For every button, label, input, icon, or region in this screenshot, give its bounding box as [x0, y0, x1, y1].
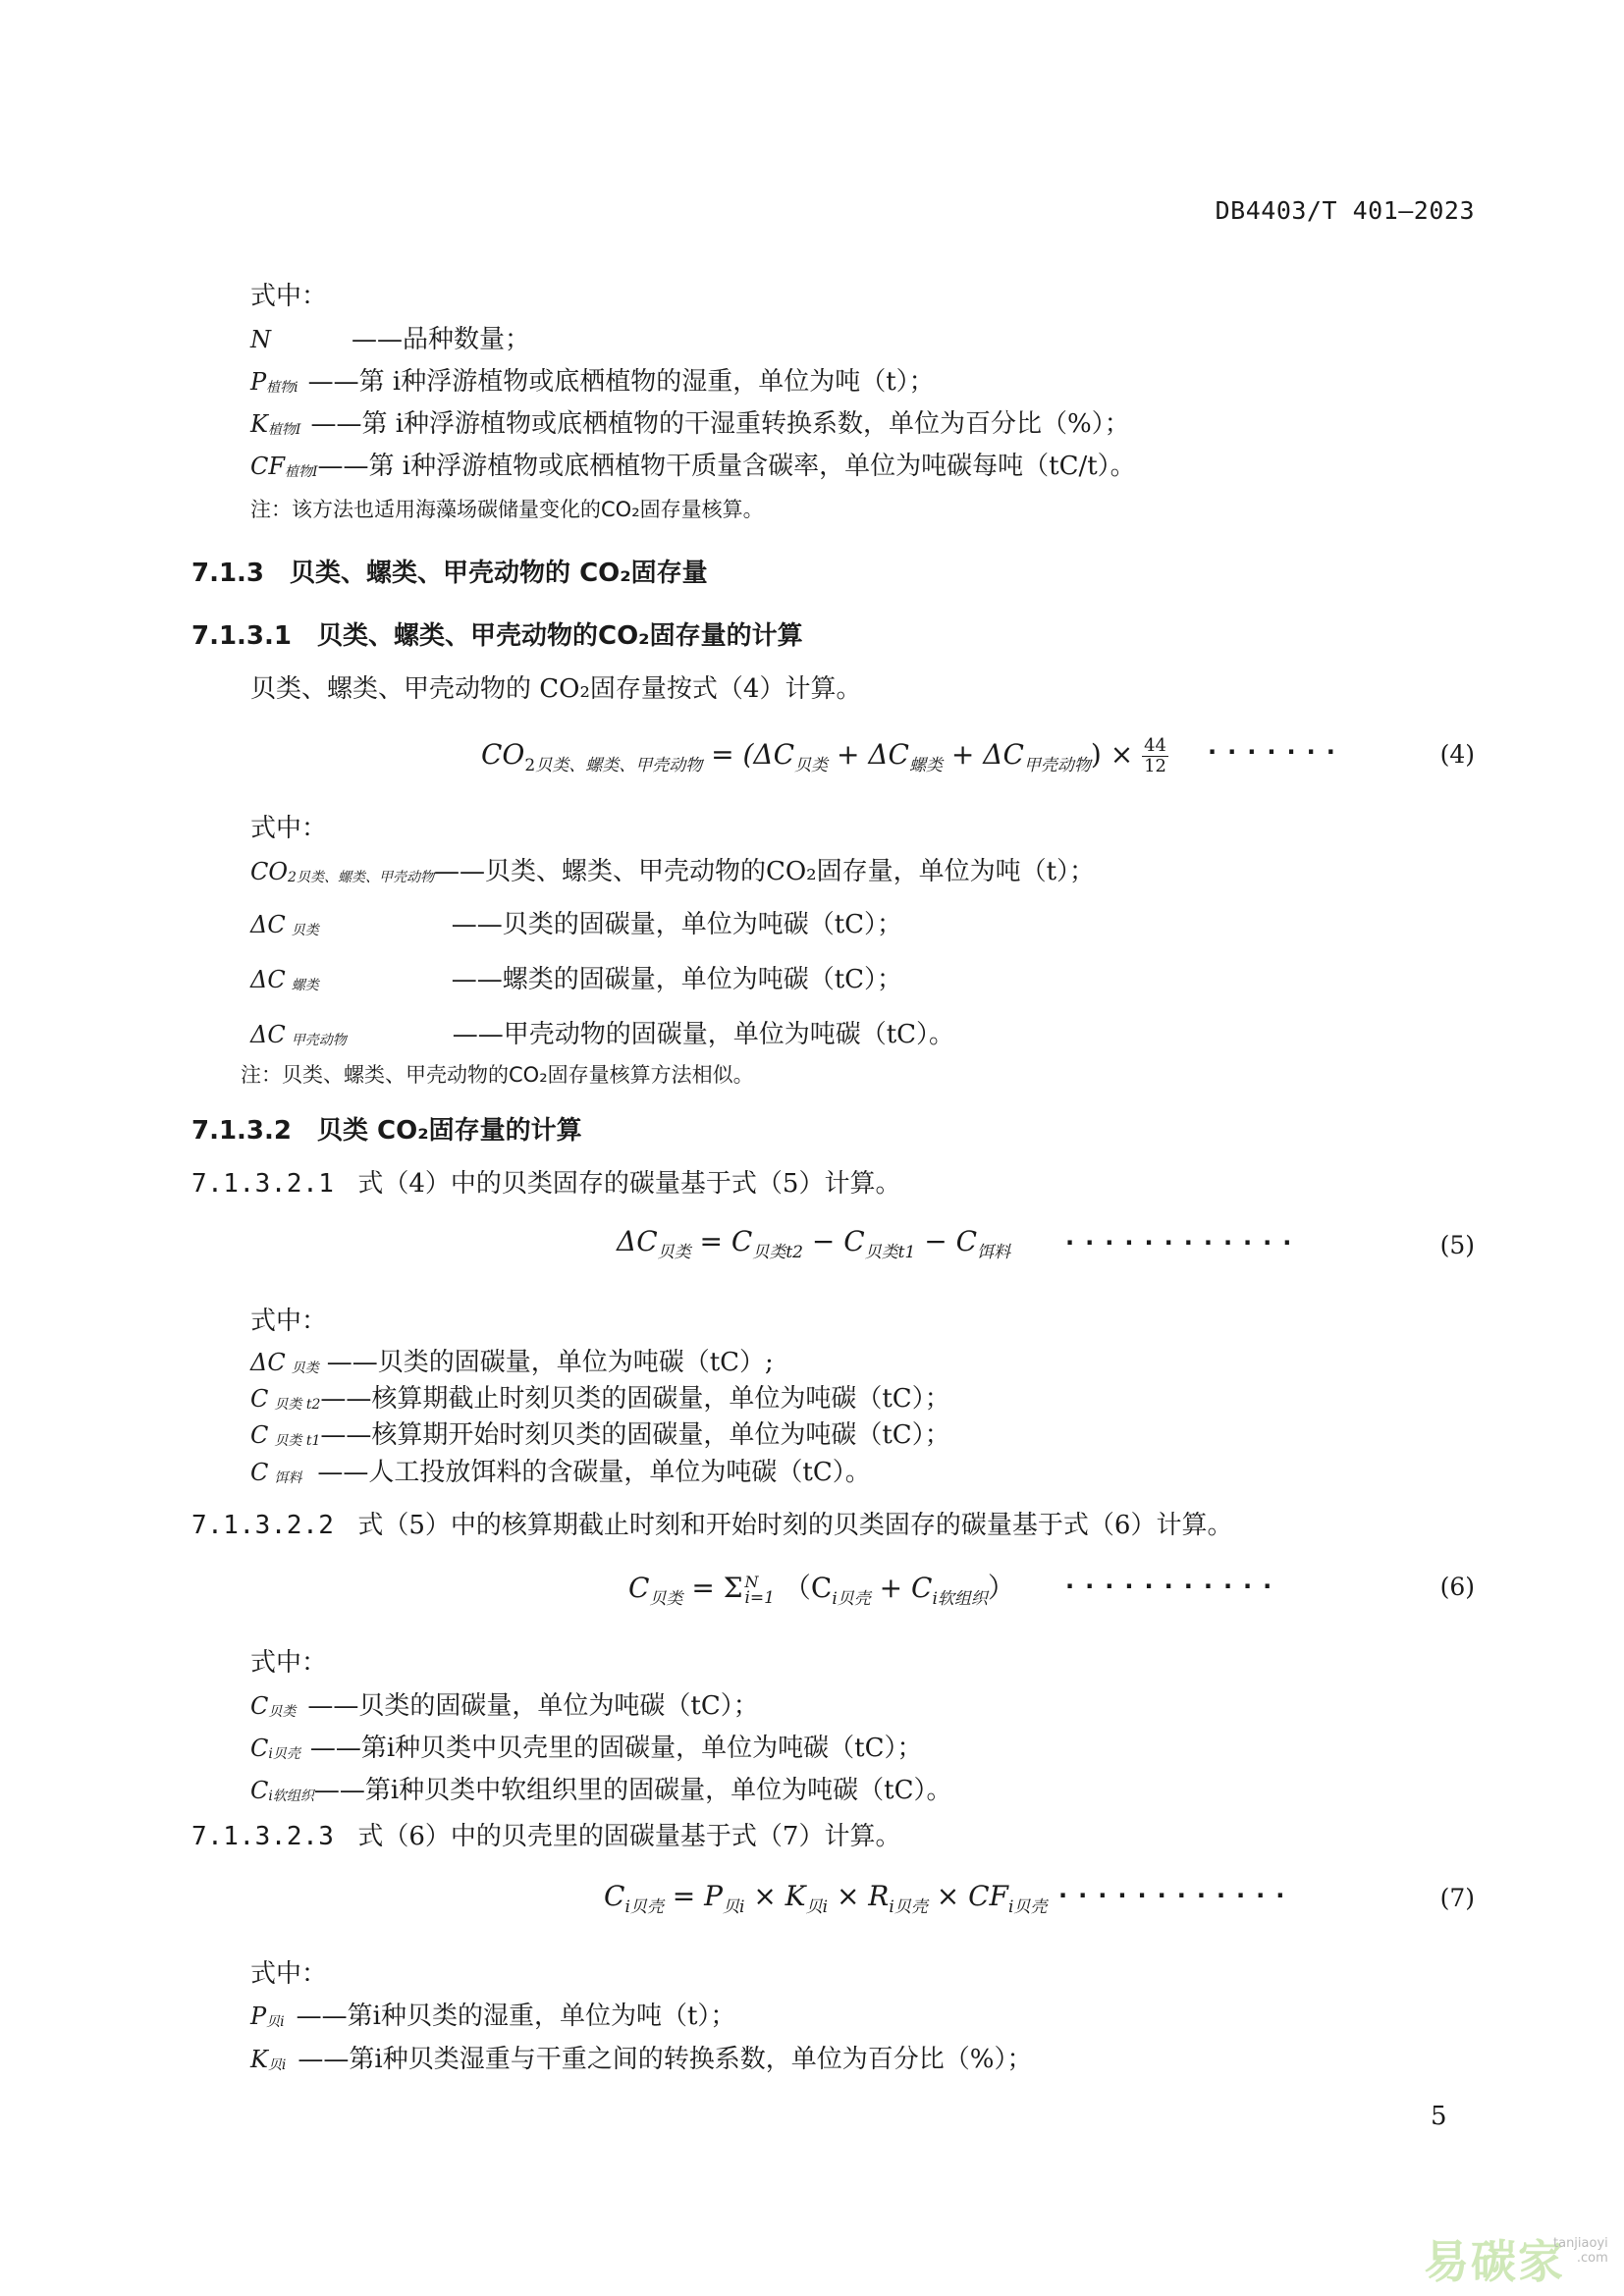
equation-number: (6)	[1439, 1573, 1475, 1601]
definition-row: CO2贝类、螺类、甲壳动物——贝类、螺类、甲壳动物的CO₂固存量，单位为吨（t）；	[250, 857, 1096, 886]
where-label: 式中：	[250, 814, 328, 843]
where-label: 式中：	[250, 282, 328, 311]
fraction: $\frac{44}{12}$	[1144, 735, 1166, 776]
equation-number: (4)	[1439, 740, 1475, 769]
definition-row: Ci软组织——第i种贝类中软组织里的固碳量，单位为吨碳（tC）。	[250, 1776, 952, 1805]
definition-row: ΔC 甲壳动物 ——甲壳动物的固碳量，单位为吨碳（tC）。	[250, 1020, 955, 1049]
clause: 7.1.3.2.1 式（4）中的贝类固存的碳量基于式（5）计算。	[191, 1169, 901, 1199]
equation-number: (7)	[1439, 1884, 1475, 1912]
watermark-domain: tanjiaoyi .com	[1553, 2236, 1608, 2266]
definition-row: Ci贝壳 ——第i种贝类中贝壳里的固碳量，单位为吨碳（tC）；	[250, 1734, 923, 1763]
definition-row: C饵料 ——人工投放饵料的含碳量，单位为吨碳（tC）。	[250, 1458, 871, 1487]
where-label: 式中：	[250, 1307, 328, 1336]
definition-row: C贝类 t2——核算期截止时刻贝类的固碳量，单位为吨碳（tC）；	[250, 1384, 950, 1414]
note: 注：贝类、螺类、甲壳动物的CO₂固存量核算方法相似。	[241, 1063, 754, 1087]
leader-dots: ············	[1065, 1229, 1303, 1256]
subsection-heading: 7.1.3.1 贝类、螺类、甲壳动物的CO₂固存量的计算	[191, 621, 803, 651]
page-number: 5	[1431, 2102, 1447, 2131]
definition-row: P植物i ——第 i种浮游植物或底栖植物的湿重，单位为吨（t）；	[250, 367, 935, 397]
clause: 7.1.3.2.2 式（5）中的核算期截止时刻和开始时刻的贝类固存的碳量基于式（6）计算。	[191, 1511, 1233, 1540]
definition-row: ΔC 贝类 ——贝类的固碳量，单位为吨碳（tC）；	[250, 910, 903, 939]
watermark-logo: 易碳家	[1424, 2235, 1565, 2288]
leader-dots: ············	[1058, 1882, 1296, 1909]
leader-dots: ···········	[1065, 1573, 1283, 1600]
clause: 7.1.3.2.3 式（6）中的贝壳里的固碳量基于式（7）计算。	[191, 1822, 901, 1851]
where-label: 式中：	[250, 1959, 328, 1989]
document-code: DB4403/T 401—2023	[1215, 196, 1475, 225]
definition-row: C贝类 ——贝类的固碳量，单位为吨碳（tC）；	[250, 1691, 759, 1721]
definition-row: CF植物I——第 i种浮游植物或底栖植物干质量含碳率，单位为吨碳每吨（tC/t）。	[250, 452, 1136, 481]
definition-row: K植物I ——第 i种浮游植物或底栖植物的干湿重转换系数，单位为百分比（%）；	[250, 409, 1130, 439]
equation-6: $C_{贝类} = \Sigma$ N i=1 $(C_{i贝壳} + C_{i软组织})$	[628, 1572, 1015, 1609]
note: 注：该方法也适用海藻场碳储量变化的CO₂固存量核算。	[250, 498, 764, 521]
definition-row: N ——品种数量；	[250, 325, 531, 354]
paragraph: 贝类、螺类、甲壳动物的 CO₂固存量按式（4）计算。	[250, 674, 862, 704]
subsection-heading: 7.1.3.2 贝类 CO₂固存量的计算	[191, 1116, 582, 1146]
definition-row: C贝类 t1——核算期开始时刻贝类的固碳量，单位为吨碳（tC）；	[250, 1420, 950, 1450]
section-heading: 7.1.3 贝类、螺类、甲壳动物的 CO₂固存量	[191, 559, 708, 588]
equation-number: (5)	[1439, 1231, 1475, 1259]
definition-row: K贝i ——第i种贝类湿重与干重之间的转换系数，单位为百分比（%）；	[250, 2045, 1033, 2074]
definition-row: ΔC 贝类 ——贝类的固碳量，单位为吨碳（tC）;	[250, 1348, 774, 1377]
leader-dots: ·······	[1208, 738, 1346, 766]
where-label: 式中：	[250, 1648, 328, 1678]
equation-4: $CO_{2贝类、螺类、甲壳动物} = (\Delta C_{贝类} + \Delta C_{螺类} + \Delta C_{甲壳动物})$ × $\frac{44}{12}$	[481, 735, 1166, 776]
equation-7: $C_{i贝壳} = P_{贝i} \times K_{贝i} \times R_{i贝壳} \times CF_{i贝壳}$	[604, 1880, 1048, 1917]
definition-row: P贝i ——第i种贝类的湿重，单位为吨（t）；	[250, 2002, 736, 2031]
definition-row: ΔC 螺类 ——螺类的固碳量，单位为吨碳（tC）；	[250, 965, 903, 994]
equation-5: $\Delta C_{贝类} = C_{贝类t2} - C_{贝类t1} - C_{饵料}$	[617, 1225, 1011, 1262]
